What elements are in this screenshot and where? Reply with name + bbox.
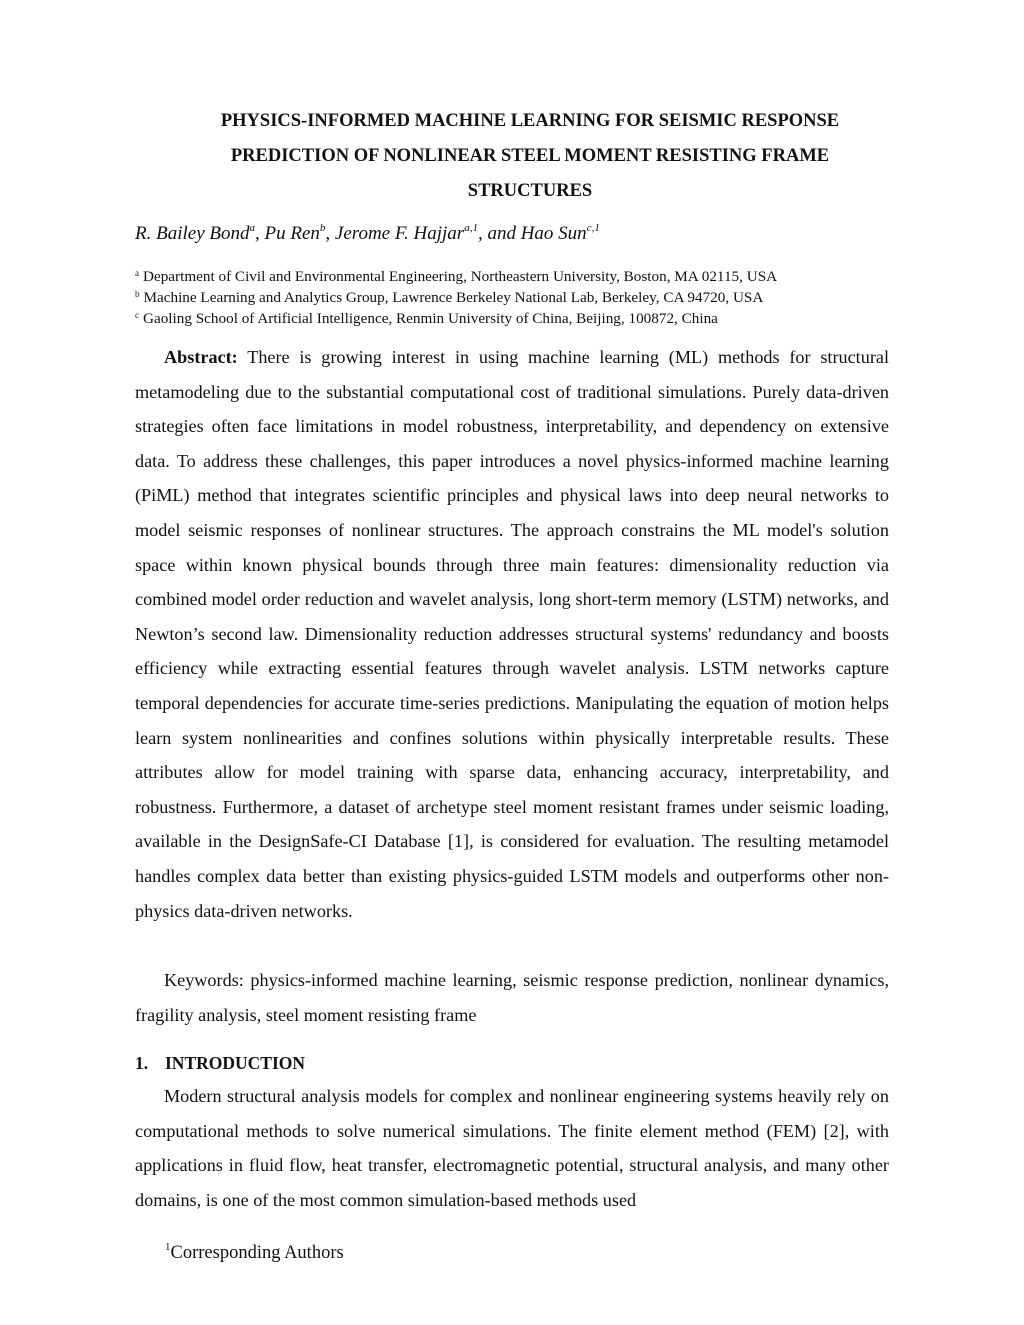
author-name: and Hao Sun [487, 223, 587, 244]
section-heading [135, 1049, 305, 1077]
affiliation [135, 287, 777, 308]
author-list [135, 220, 600, 248]
author-name: R. Bailey Bond [135, 223, 250, 244]
affiliation-mark: a [135, 268, 139, 278]
author-affiliation-mark: b [319, 222, 326, 234]
author-name: Jerome F. Hajjar [334, 223, 465, 244]
affiliation-list [135, 266, 777, 329]
author-separator: , [477, 223, 488, 244]
author-name: Pu Ren [264, 223, 320, 244]
affiliation [135, 308, 777, 329]
abstract-paragraph [135, 340, 889, 928]
abstract-text: There is growing interest in using machine learning (ML) methods for structural metamodeling due to the substantial computational cost of traditional simulations. Purely data-driven strategies often face limitations in model robustness, interpretability, and dependency on extensive data. To address these challenges, this paper introduces a novel physics-informed machine learning (PiML) method that integrates scientific principles and physical laws into deep neural networks to model seismic responses of nonlinear structures. The approach constrains the ML model's solution space within known physical bounds through three main features: dimensionality reduction via combined model order reduction and wavelet analysis, long short-term memory (LSTM) networks, and Newton’s second law. Dimensionality reduction addresses structural systems' redundancy and boosts efficiency while extracting essential features through wavelet analysis. LSTM networks capture temporal dependencies for accurate time-series predictions. Manipulating the equation of motion helps learn system nonlinearities and confines solutions within physically interpretable results. These attributes allow for model training with sparse data, enhancing accuracy, interpretability, and robustness. Furthermore, a dataset of archetype steel moment resistant frames under seismic loading, available in the DesignSafe-CI Database [1], is considered for evaluation. The resulting metamodel handles complex data better than existing physics-guided LSTM models and outperforms other non-physics data-driven networks. [135, 347, 890, 921]
paper-title [135, 104, 925, 209]
affiliation-mark: b [135, 289, 140, 299]
author [335, 223, 488, 244]
affiliation [135, 266, 777, 287]
author-separator: , [255, 223, 265, 244]
section-number: 1. [135, 1053, 149, 1073]
footnote [165, 1240, 344, 1266]
affiliation-mark: c [135, 310, 139, 320]
section-title: INTRODUCTION [165, 1053, 306, 1073]
author-separator: , [325, 223, 335, 244]
keywords [135, 963, 889, 1032]
author [135, 223, 265, 244]
abstract-label: Abstract: [164, 347, 238, 367]
affiliation-text: Gaoling School of Artificial Intelligence, Renmin University of China, Beijing, 100872, China [143, 310, 718, 327]
author-affiliation-mark: a [249, 222, 255, 234]
footnote-mark: 1 [165, 1241, 171, 1253]
keywords-text: Keywords: physics-informed machine learning, seismic response prediction, nonlinear dynamics, fragility analysis, steel moment resisting frame [135, 970, 889, 1025]
author-affiliation-mark: c,1 [586, 222, 600, 234]
author [265, 223, 335, 244]
affiliation-text: Department of Civil and Environmental Engineering, Northeastern University, Boston, MA 02115, USA [143, 268, 778, 285]
title-line: PREDICTION OF NONLINEAR STEEL MOMENT RESISTING FRAME [230, 146, 830, 166]
introduction-body [135, 1079, 889, 1217]
title-line: PHYSICS-INFORMED MACHINE LEARNING FOR SEISMIC RESPONSE [220, 111, 840, 131]
abstract [135, 340, 889, 928]
title-line: STRUCTURES [467, 181, 593, 201]
footnote-text: Corresponding Authors [170, 1243, 344, 1263]
author [487, 223, 599, 244]
introduction-paragraph: Modern structural analysis models for complex and nonlinear engineering systems heavily rely on computational methods to solve numerical simulations. The finite element method (FEM) [2], with applications in fluid flow, heat transfer, electromagnetic potential, structural analysis, and many other domains, is one of the most common simulation-based methods used [135, 1086, 889, 1210]
affiliation-text: Machine Learning and Analytics Group, Lawrence Berkeley National Lab, Berkeley, CA 94720, USA [143, 289, 764, 306]
author-affiliation-mark: a,1 [464, 222, 478, 234]
